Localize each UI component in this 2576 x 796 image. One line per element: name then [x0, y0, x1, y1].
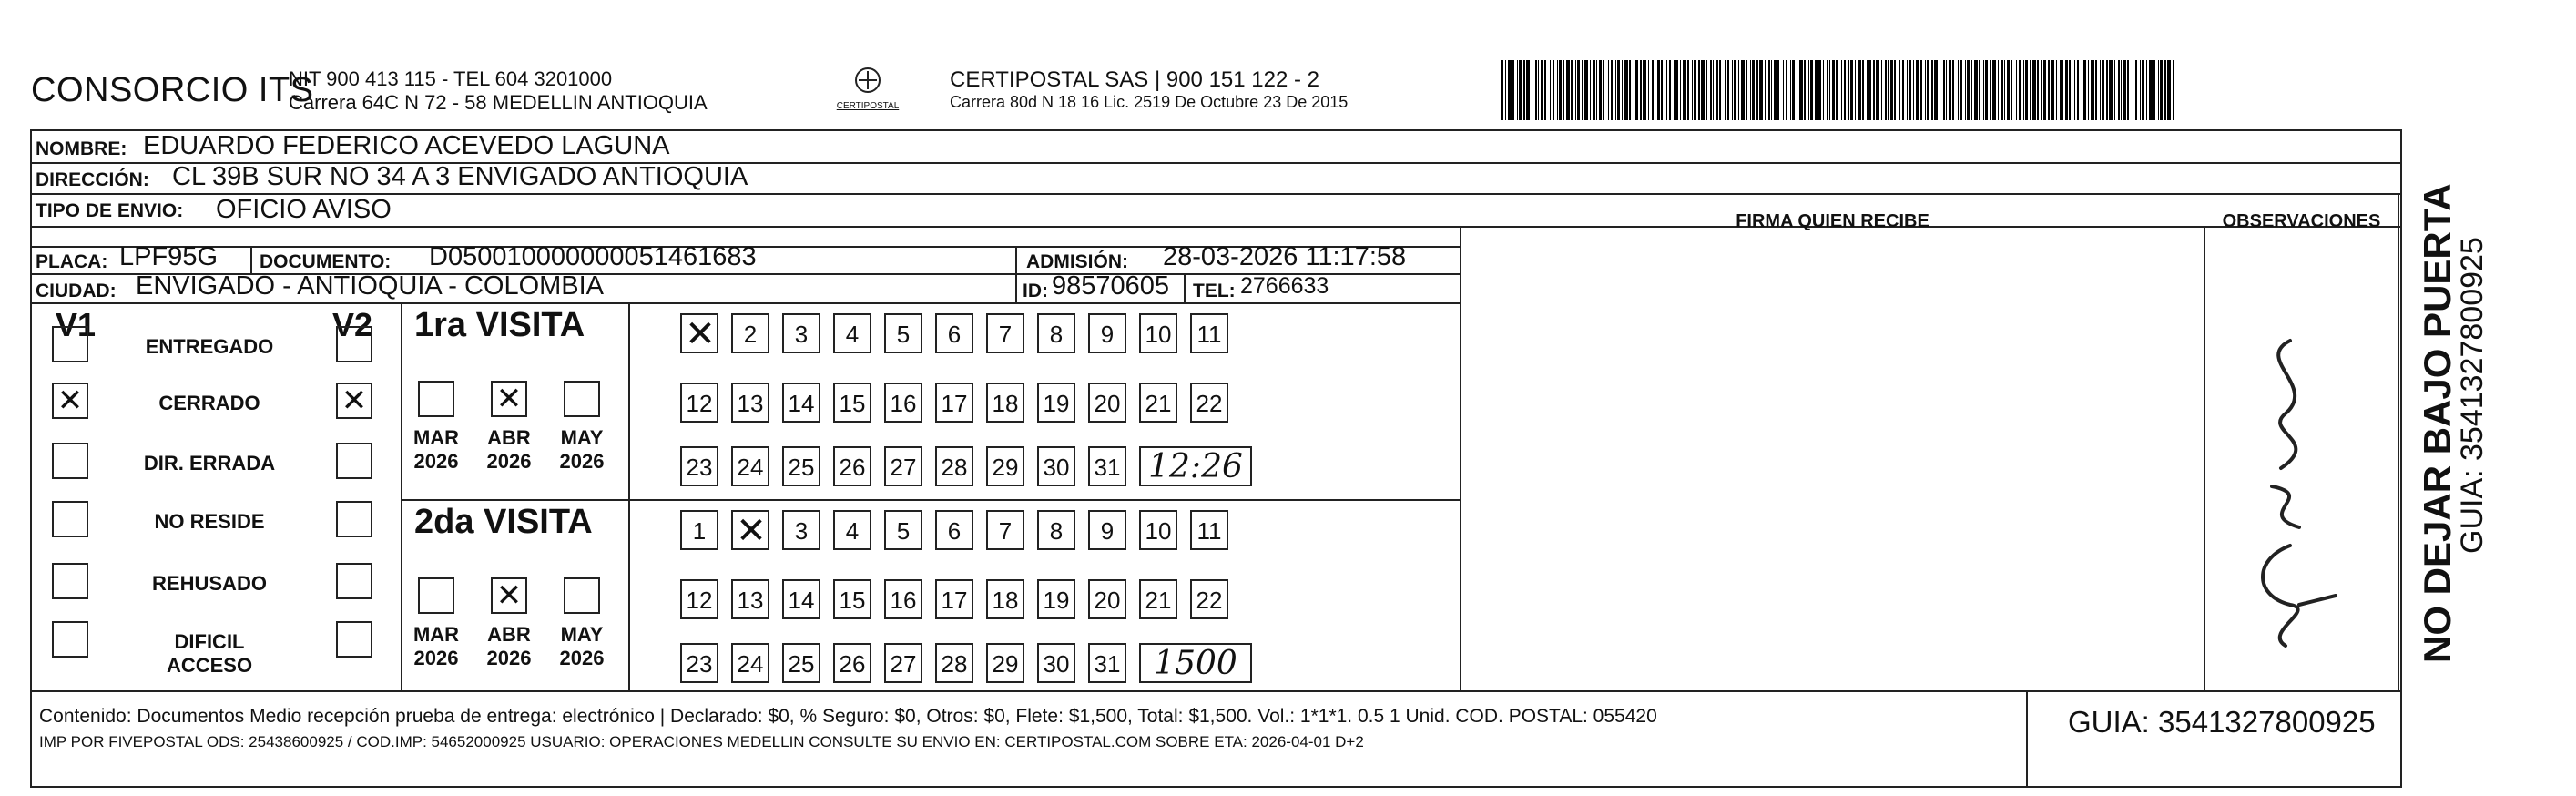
day-box-12[interactable]: 12 — [680, 383, 718, 423]
direccion-label: DIRECCIÓN: — [36, 169, 149, 190]
visit-time[interactable]: 1500 — [1139, 643, 1252, 683]
status-label: NO RESIDE — [154, 510, 265, 533]
ciudad-value: ENVIGADO - ANTIOQUIA - COLOMBIA — [136, 271, 605, 301]
day-box-6[interactable]: 6 — [935, 510, 973, 550]
day-box-16[interactable]: 16 — [884, 383, 922, 423]
v2-header: V2 — [332, 306, 373, 343]
month-name: MAR — [412, 426, 460, 449]
day-box-30[interactable]: 30 — [1037, 643, 1075, 683]
month-checkbox[interactable] — [418, 577, 454, 614]
day-box-28[interactable]: 28 — [935, 643, 973, 683]
nombre-value: EDUARDO FEDERICO ACEVEDO LAGUNA — [143, 131, 670, 160]
cert-info — [950, 67, 1348, 112]
logo-text: CERTIPOSTAL — [836, 101, 900, 111]
imp-text: IMP POR FIVEPOSTAL ODS: 25438600925 / COD.IMP: 54652000925 USUARIO: OPERACIONES MEDELLIN CONSULTE SU ENVIO EN: CERTIPOSTAL.COM SOBRE ETA: 2026-04-01 D+2 — [39, 733, 1364, 750]
month-year: 2026 — [559, 450, 605, 473]
day-box-15[interactable]: 15 — [833, 579, 871, 619]
day-box-31[interactable]: 31 — [1088, 446, 1126, 486]
observaciones-header: OBSERVACIONES — [2222, 211, 2381, 231]
month-checkbox[interactable] — [564, 577, 600, 614]
month-name: ABR — [487, 623, 531, 646]
no-dejar-bajo-puerta: NO DEJAR BAJO PUERTA — [2416, 183, 2459, 663]
month-label — [409, 426, 463, 474]
day-box-6[interactable]: 6 — [935, 313, 973, 353]
day-box-31[interactable]: 31 — [1088, 643, 1126, 683]
visit-title: 1ra VISITA — [414, 306, 585, 344]
contenido-text: Contenido: Documentos Medio recepción prueba de entrega: electrónico | Declarado: $0, % Seguro: $0, Otros: $0, Flete: $1,500, Total: $1,500. Vol.: 1*1*1. 0.5 1 Unid. COD. POSTAL: 055420 — [39, 706, 1657, 727]
day-box-23[interactable]: 23 — [680, 643, 718, 683]
day-box-27[interactable]: 27 — [884, 643, 922, 683]
certipostal-logo — [835, 66, 901, 120]
tel-value: 2766633 — [1240, 273, 1329, 299]
admision-value: 28-03-2026 11:17:58 — [1163, 242, 1407, 271]
day-box-14[interactable]: 14 — [782, 383, 820, 423]
day-box-11[interactable]: 11 — [1190, 313, 1228, 353]
day-box-7[interactable]: 7 — [986, 510, 1024, 550]
day-box-16[interactable]: 16 — [884, 579, 922, 619]
day-box-17[interactable]: 17 — [935, 383, 973, 423]
tipo-envio-value: OFICIO AVISO — [216, 195, 392, 224]
day-box-10[interactable]: 10 — [1139, 510, 1177, 550]
delivery-form — [30, 129, 2402, 788]
month-year: 2026 — [486, 647, 532, 669]
month-checkbox[interactable] — [564, 381, 600, 417]
day-box-30[interactable]: 30 — [1037, 446, 1075, 486]
day-box-3[interactable]: 3 — [782, 510, 820, 550]
logo-icon — [850, 66, 886, 98]
day-box-25[interactable]: 25 — [782, 446, 820, 486]
visit-time[interactable]: 12:26 — [1139, 446, 1252, 486]
day-box-24[interactable]: 24 — [731, 446, 769, 486]
firma-header: FIRMA QUIEN RECIBE — [1736, 211, 1929, 231]
month-name: MAY — [560, 426, 604, 449]
ciudad-label: CIUDAD: — [36, 281, 117, 301]
id-label: ID: — [1023, 281, 1048, 301]
day-box-19[interactable]: 19 — [1037, 579, 1075, 619]
day-box-29[interactable]: 29 — [986, 446, 1024, 486]
day-box-5[interactable]: 5 — [884, 510, 922, 550]
day-box-4[interactable]: 4 — [833, 510, 871, 550]
tipo-envio-label: TIPO DE ENVIO: — [36, 200, 184, 221]
tel-label: TEL: — [1193, 281, 1236, 301]
v2-checkbox[interactable] — [336, 621, 372, 658]
nit-line: NIT 900 413 115 - TEL 604 3201000 — [289, 67, 613, 90]
day-box-21[interactable]: 21 — [1139, 383, 1177, 423]
month-label — [555, 426, 609, 474]
documento-label: DOCUMENTO: — [260, 251, 392, 272]
day-box-22[interactable]: 22 — [1190, 383, 1228, 423]
day-box-12[interactable]: 12 — [680, 579, 718, 619]
day-check-mark: ✕ — [736, 511, 767, 551]
month-label — [555, 623, 609, 670]
day-box-26[interactable]: 26 — [833, 446, 871, 486]
status-label: CERRADO — [158, 392, 260, 414]
month-checkbox[interactable] — [418, 381, 454, 417]
month-name: ABR — [487, 426, 531, 449]
day-box-5[interactable]: 5 — [884, 313, 922, 353]
day-box-1[interactable]: 1 — [680, 510, 718, 550]
day-box-3[interactable]: 3 — [782, 313, 820, 353]
month-year: 2026 — [413, 647, 459, 669]
direccion-value: CL 39B SUR NO 34 A 3 ENVIGADO ANTIOQUIA — [172, 162, 748, 191]
day-box-18[interactable]: 18 — [986, 383, 1024, 423]
v1-checkbox[interactable] — [52, 563, 88, 599]
month-label — [482, 426, 536, 474]
barcode — [1501, 60, 2182, 120]
barcode-bar — [2174, 60, 2176, 120]
placa-value: LPF95G — [119, 242, 218, 271]
day-box-8[interactable]: 8 — [1037, 313, 1075, 353]
company-name: CONSORCIO ITS — [31, 71, 314, 109]
day-box-23[interactable]: 23 — [680, 446, 718, 486]
handwritten-observation — [2235, 332, 2363, 678]
guia-footer: GUIA: 3541327800925 — [2068, 705, 2376, 739]
day-box-20[interactable]: 20 — [1088, 579, 1126, 619]
guia-side: GUIA: 3541327800925 — [2455, 237, 2489, 554]
v1-header: V1 — [56, 306, 97, 343]
day-box-17[interactable]: 17 — [935, 579, 973, 619]
company-info — [289, 67, 708, 115]
day-box-29[interactable]: 29 — [986, 643, 1024, 683]
v1-checkbox[interactable] — [52, 621, 88, 658]
day-box-19[interactable]: 19 — [1037, 383, 1075, 423]
day-box-4[interactable]: 4 — [833, 313, 871, 353]
day-box-2[interactable]: 2 — [731, 313, 769, 353]
day-box-18[interactable]: 18 — [986, 579, 1024, 619]
day-box-26[interactable]: 26 — [833, 643, 871, 683]
day-box-15[interactable]: 15 — [833, 383, 871, 423]
month-checkbox[interactable]: ✕ — [491, 577, 527, 614]
day-box-20[interactable]: 20 — [1088, 383, 1126, 423]
day-check-mark: ✕ — [685, 314, 716, 354]
day-box-22[interactable]: 22 — [1190, 579, 1228, 619]
v2-checkbox[interactable] — [336, 326, 372, 362]
v1-checkbox[interactable] — [52, 501, 88, 537]
id-value: 98570605 — [1052, 271, 1170, 301]
v2-checkbox[interactable] — [336, 501, 372, 537]
cert-address: Carrera 80d N 18 16 Lic. 2519 De Octubre 23 De 2015 — [950, 93, 1349, 111]
day-box-9[interactable]: 9 — [1088, 510, 1126, 550]
month-label — [409, 623, 463, 670]
admision-label: ADMISIÓN: — [1026, 251, 1128, 272]
v1-checkbox[interactable]: ✕ — [52, 383, 88, 419]
status-label: ENTREGADO — [145, 335, 274, 358]
day-box-8[interactable]: 8 — [1037, 510, 1075, 550]
nombre-label: NOMBRE: — [36, 138, 127, 159]
day-box-9[interactable]: 9 — [1088, 313, 1126, 353]
day-box-1[interactable] — [680, 313, 718, 353]
day-box-24[interactable]: 24 — [731, 643, 769, 683]
placa-label: PLACA: — [36, 251, 108, 272]
day-box-7[interactable]: 7 — [986, 313, 1024, 353]
v2-checkbox[interactable] — [336, 563, 372, 599]
day-box-28[interactable]: 28 — [935, 446, 973, 486]
status-label: REHUSADO — [152, 572, 267, 595]
day-box-27[interactable]: 27 — [884, 446, 922, 486]
v2-checkbox[interactable]: ✕ — [336, 383, 372, 419]
documento-value: D050010000000051461683 — [429, 242, 757, 271]
visit-title: 2da VISITA — [414, 503, 593, 541]
address-line: Carrera 64C N 72 - 58 MEDELLIN ANTIOQUIA — [289, 91, 708, 114]
status-label: DIR. ERRADA — [143, 452, 276, 475]
month-label — [482, 623, 536, 670]
month-name: MAR — [412, 623, 460, 646]
month-name: MAY — [560, 623, 604, 646]
cert-name: CERTIPOSTAL SAS | 900 151 122 - 2 — [950, 67, 1319, 92]
status-label: DIFICIL ACCESO — [166, 630, 253, 677]
v2-checkbox[interactable] — [336, 443, 372, 479]
v1-checkbox[interactable] — [52, 326, 88, 362]
day-box-2[interactable] — [731, 510, 769, 550]
day-box-11[interactable]: 11 — [1190, 510, 1228, 550]
day-box-10[interactable]: 10 — [1139, 313, 1177, 353]
day-box-14[interactable]: 14 — [782, 579, 820, 619]
day-box-21[interactable]: 21 — [1139, 579, 1177, 619]
month-year: 2026 — [559, 647, 605, 669]
day-box-13[interactable]: 13 — [731, 383, 769, 423]
month-year: 2026 — [413, 450, 459, 473]
month-year: 2026 — [486, 450, 532, 473]
month-checkbox[interactable]: ✕ — [491, 381, 527, 417]
day-box-13[interactable]: 13 — [731, 579, 769, 619]
day-box-25[interactable]: 25 — [782, 643, 820, 683]
v1-checkbox[interactable] — [52, 443, 88, 479]
